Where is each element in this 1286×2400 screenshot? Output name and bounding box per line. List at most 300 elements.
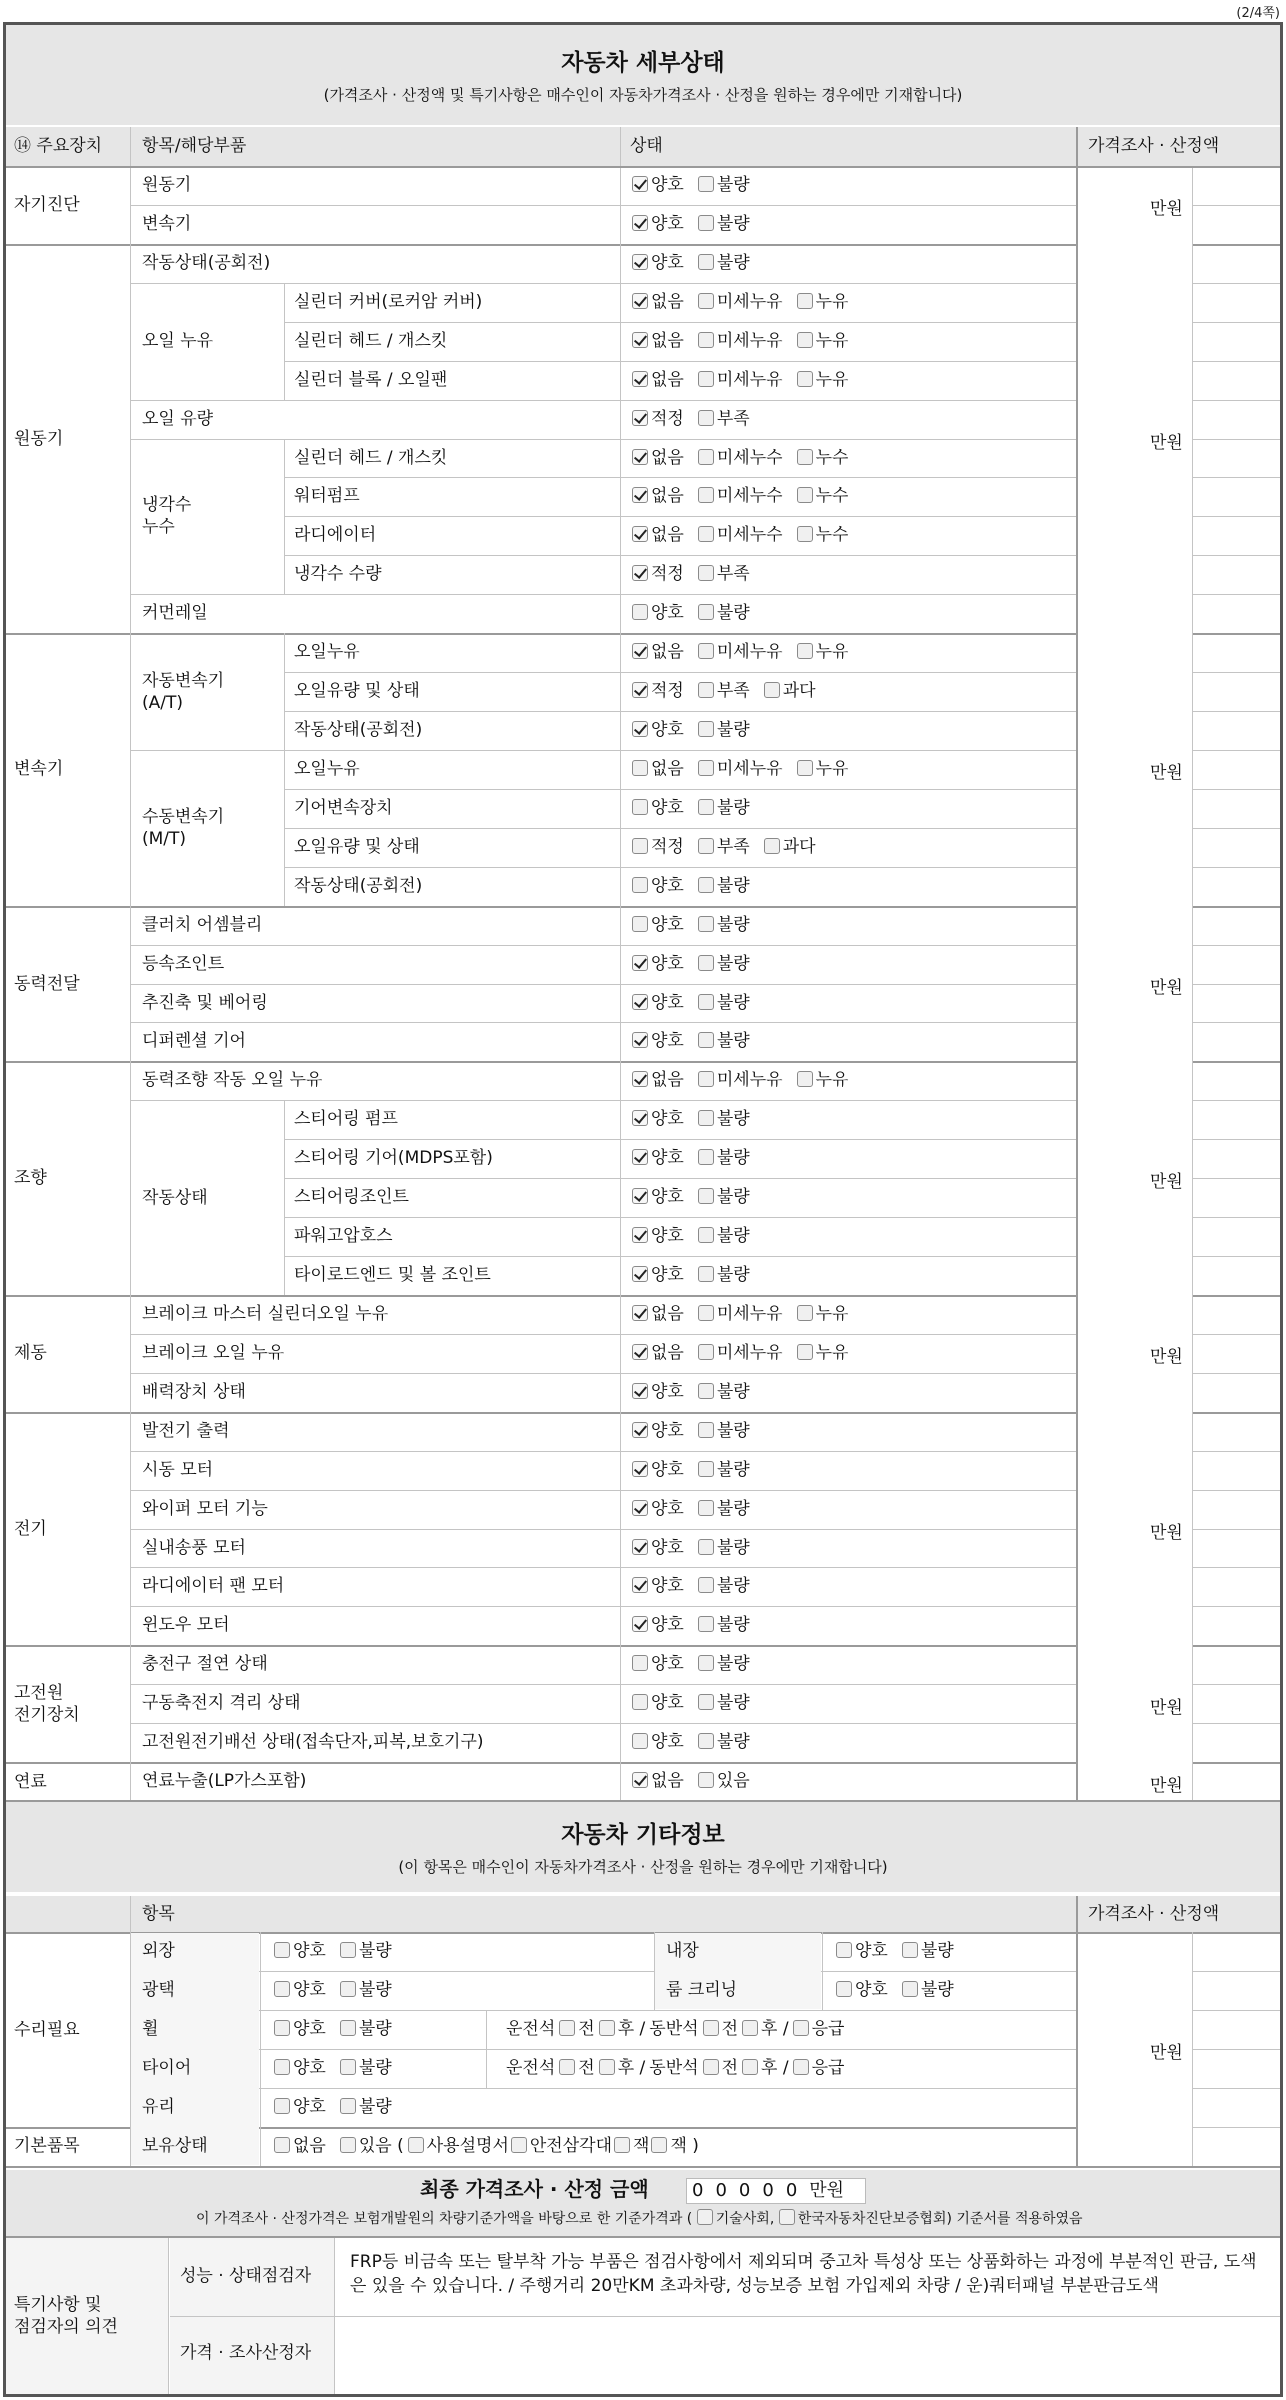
digit: 0 [715,2180,727,2201]
checkbox-unchecked[interactable] [274,2137,290,2153]
status-option[interactable] [698,875,750,897]
status-option-label: 불량 [716,1576,750,1597]
status-option[interactable] [632,836,684,858]
status-option[interactable] [632,1342,684,1364]
checkbox-checked[interactable] [632,1500,648,1516]
status-option[interactable] [632,1186,684,1208]
option-group [836,1940,964,1962]
status-option[interactable] [698,836,750,858]
checkbox-unchecked[interactable] [340,2020,356,2036]
status-option-label: 불량 [716,1381,750,1402]
checkbox-unchecked[interactable] [698,877,714,893]
status-option-label: 미세누유 [716,330,783,351]
status-option[interactable] [698,524,783,546]
row-item-label: 오일누유 [294,642,360,663]
checkbox-checked[interactable] [632,293,648,309]
status-option[interactable] [698,447,783,469]
checkbox-unchecked[interactable] [797,760,813,776]
checkbox-checked[interactable] [632,487,648,503]
page-number: (2/4쪽) [1236,6,1280,21]
status-option[interactable] [632,992,684,1014]
checkbox-checked[interactable] [632,1539,648,1555]
status-option[interactable] [632,797,684,819]
checkbox-unchecked[interactable] [698,1110,714,1126]
checkbox-checked[interactable] [632,1032,648,1048]
status-option[interactable] [632,1108,684,1130]
checkbox-checked[interactable] [632,682,648,698]
checkbox-unchecked[interactable] [836,1942,852,1958]
checkbox-unchecked[interactable] [698,916,714,932]
status-option-label: 불량 [716,992,750,1013]
checkbox-unchecked[interactable] [632,1694,648,1710]
status-option[interactable] [698,1731,750,1753]
checkbox-unchecked[interactable] [599,2059,615,2075]
checkbox-unchecked[interactable] [698,604,714,620]
status-option[interactable] [632,1303,684,1325]
checkbox-unchecked[interactable] [764,682,780,698]
checkbox-unchecked[interactable] [408,2137,424,2153]
status-option[interactable] [698,330,783,352]
checkbox-unchecked[interactable] [698,1500,714,1516]
checkbox-unchecked[interactable] [698,1266,714,1282]
status-option[interactable] [698,291,783,313]
checkbox-checked[interactable] [632,371,648,387]
digit: 0 [762,2180,774,2201]
checkbox-unchecked[interactable] [698,1694,714,1710]
option-label: 불량 [920,1980,954,2000]
checkbox-unchecked[interactable] [698,799,714,815]
row-status-options [632,1575,764,1597]
checkbox-unchecked[interactable] [340,1981,356,1997]
checkbox-unchecked[interactable] [742,2059,758,2075]
checkbox-unchecked[interactable] [797,526,813,542]
checkbox-checked[interactable] [632,215,648,231]
checkbox-unchecked[interactable] [632,877,648,893]
checkbox-unchecked[interactable] [698,526,714,542]
status-option[interactable] [632,719,684,741]
row-item-label: 충전구 절연 상태 [142,1654,268,1675]
checkbox-unchecked[interactable] [797,449,813,465]
status-option[interactable] [698,1537,750,1559]
checkbox-unchecked[interactable] [274,2059,290,2075]
status-option-label: 불량 [716,1654,750,1675]
checkbox-checked[interactable] [632,410,648,426]
checkbox-unchecked[interactable] [902,1942,918,1958]
status-option[interactable] [764,680,816,702]
row-item-label: 원동기 [142,175,192,195]
status-option[interactable] [632,563,684,585]
row-status-options [632,1420,764,1442]
status-option-label: 불량 [716,720,750,741]
section2-header-item: 항목 [142,1904,175,1924]
group-label: 기본품목 [14,2136,80,2156]
status-option[interactable] [698,1420,750,1442]
status-option[interactable] [632,1147,684,1169]
option-label: 불량 [358,2058,392,2078]
status-option[interactable] [698,563,750,585]
status-option-label: 없음 [651,291,684,312]
checkbox-checked[interactable] [632,449,648,465]
status-option-label: 불량 [716,1226,750,1247]
checkbox-unchecked[interactable] [698,721,714,737]
row-status-options [632,291,862,313]
row-status-options [632,1147,764,1169]
status-option[interactable] [698,1303,783,1325]
status-option[interactable] [632,447,684,469]
option-label: 후 / [617,2019,646,2039]
row-status-options [632,330,862,352]
checkbox-unchecked[interactable] [698,1305,714,1321]
checkbox-unchecked[interactable] [511,2137,527,2153]
checkbox-unchecked[interactable] [698,1577,714,1593]
status-option-label: 불량 [716,1615,750,1636]
checkbox-unchecked[interactable] [742,2020,758,2036]
checkbox-unchecked[interactable] [698,1071,714,1087]
status-option-label: 불량 [716,175,750,195]
status-option[interactable] [698,1653,750,1675]
option-label: 불량 [358,2019,392,2039]
checkbox-unchecked[interactable] [340,2098,356,2114]
status-option[interactable] [632,1264,684,1286]
checkbox-checked[interactable] [632,1577,648,1593]
status-option[interactable] [632,641,684,663]
status-option[interactable] [698,369,783,391]
status-option[interactable] [632,680,684,702]
checkbox-unchecked[interactable] [632,1733,648,1749]
status-option[interactable] [698,1264,750,1286]
status-option[interactable] [797,447,849,469]
status-option[interactable] [632,524,684,546]
status-option-label: 미세누유 [716,758,783,779]
checkbox-checked[interactable] [632,254,648,270]
checkbox-checked[interactable] [632,565,648,581]
checkbox-unchecked[interactable] [698,838,714,854]
status-option[interactable] [698,1459,750,1481]
checkbox-unchecked[interactable] [698,760,714,776]
option-label: 잭 [633,2136,650,2156]
row-status-options [632,602,764,624]
row-status-options [632,1225,764,1247]
checkbox-unchecked[interactable] [797,1071,813,1087]
status-option[interactable] [632,485,684,507]
checkbox-unchecked[interactable] [632,1655,648,1671]
checkbox-unchecked[interactable] [614,2137,630,2153]
status-option[interactable] [632,602,684,624]
status-option[interactable] [632,914,684,936]
option-label: 운전석 [506,2058,556,2078]
checkbox-unchecked[interactable] [797,332,813,348]
status-option[interactable] [698,1575,750,1597]
row-status-options [632,1537,764,1559]
checkbox-unchecked[interactable] [698,955,714,971]
checkbox-checked[interactable] [632,1383,648,1399]
checkbox-checked[interactable] [632,1344,648,1360]
status-option[interactable] [698,1381,750,1403]
status-option[interactable] [632,213,684,235]
checkbox-unchecked[interactable] [651,2137,667,2153]
status-option[interactable] [632,1575,684,1597]
status-option[interactable] [632,1381,684,1403]
checkbox[interactable] [697,2209,713,2225]
status-option[interactable] [698,641,783,663]
checkbox-unchecked[interactable] [698,293,714,309]
option-label: 양호 [855,1980,888,2000]
checkbox-unchecked[interactable] [559,2020,575,2036]
status-option-label: 있음 [716,1771,750,1792]
status-option[interactable] [698,719,750,741]
status-option[interactable] [698,1030,750,1052]
status-option[interactable] [698,602,750,624]
checkbox-unchecked[interactable] [274,2098,290,2114]
checkbox-unchecked[interactable] [698,1733,714,1749]
status-option[interactable] [797,369,849,391]
status-option-label: 없음 [651,758,684,779]
status-option[interactable] [797,485,849,507]
row-status-options [632,1770,764,1792]
status-option[interactable] [632,174,684,196]
status-option[interactable] [698,992,750,1014]
checkbox-unchecked[interactable] [599,2020,615,2036]
status-option-label: 누유 [815,291,849,312]
status-option-label: 없음 [651,486,684,507]
status-option[interactable] [698,914,750,936]
status-option[interactable] [632,875,684,897]
group-price-unit: 만원 [1150,977,1183,998]
checkbox-unchecked[interactable] [698,1149,714,1165]
status-option[interactable] [698,1186,750,1208]
checkbox-unchecked[interactable] [698,215,714,231]
row-status-options [632,1498,764,1520]
status-option[interactable] [698,485,783,507]
status-option[interactable] [632,408,684,430]
status-option[interactable] [698,408,750,430]
status-option[interactable] [698,174,750,196]
remarks-label: 특기사항 및 점검자의 의견 [14,2295,118,2337]
status-option[interactable] [698,1069,783,1091]
status-option[interactable] [797,524,849,546]
status-option[interactable] [632,1653,684,1675]
checkbox-unchecked[interactable] [698,1655,714,1671]
checkbox-checked[interactable] [632,1266,648,1282]
status-option[interactable] [632,758,684,780]
checkbox-unchecked[interactable] [703,2059,719,2075]
checkbox-unchecked[interactable] [797,371,813,387]
status-option[interactable] [632,1459,684,1481]
checkbox-unchecked[interactable] [793,2059,809,2075]
checkbox-checked[interactable] [632,994,648,1010]
checkbox-checked[interactable] [632,1110,648,1126]
status-option[interactable] [698,680,750,702]
checkbox-unchecked[interactable] [340,2137,356,2153]
checkbox-unchecked[interactable] [698,1227,714,1243]
status-option-label: 없음 [651,1070,684,1091]
option-group [274,2018,402,2040]
status-option[interactable] [632,330,684,352]
checkbox-checked[interactable] [632,1305,648,1321]
status-option-label: 불량 [716,1109,750,1130]
status-option[interactable] [632,1770,684,1792]
checkbox-unchecked[interactable] [698,1032,714,1048]
status-option[interactable] [698,797,750,819]
status-option[interactable] [797,641,849,663]
checkbox-unchecked[interactable] [797,643,813,659]
checkbox-unchecked[interactable] [698,1188,714,1204]
status-option[interactable] [632,953,684,975]
checkbox-unchecked[interactable] [698,1772,714,1788]
checkbox-unchecked[interactable] [698,682,714,698]
checkbox-unchecked[interactable] [793,2020,809,2036]
status-option[interactable] [797,1342,849,1364]
checkbox-unchecked[interactable] [698,565,714,581]
status-option[interactable] [797,291,849,313]
status-option[interactable] [632,1420,684,1442]
checkbox-checked[interactable] [632,1616,648,1632]
status-option[interactable] [698,1108,750,1130]
status-option[interactable] [698,1147,750,1169]
checkbox-unchecked[interactable] [698,176,714,192]
checkbox-unchecked[interactable] [797,1305,813,1321]
checkbox-unchecked[interactable] [698,643,714,659]
status-option[interactable] [698,1614,750,1636]
checkbox-unchecked[interactable] [698,1344,714,1360]
status-option[interactable] [632,1030,684,1052]
status-option[interactable] [632,291,684,313]
checkbox-unchecked[interactable] [764,838,780,854]
status-option[interactable] [698,1692,750,1714]
row-status-options [632,1459,764,1481]
checkbox-unchecked[interactable] [632,916,648,932]
checkbox-unchecked[interactable] [703,2020,719,2036]
checkbox-checked[interactable] [632,643,648,659]
status-option-label: 없음 [651,1303,684,1324]
option-label: 없음 [293,2136,326,2156]
checkbox-unchecked[interactable] [698,487,714,503]
checkbox-unchecked[interactable] [559,2059,575,2075]
row-item-label: 시동 모터 [142,1459,214,1480]
status-option[interactable] [797,1069,849,1091]
checkbox-checked[interactable] [632,1149,648,1165]
checkbox-checked[interactable] [632,721,648,737]
checkbox-checked[interactable] [632,1071,648,1087]
checkbox-unchecked[interactable] [902,1981,918,1997]
checkbox-unchecked[interactable] [836,1981,852,1997]
checkbox-unchecked[interactable] [698,410,714,426]
checkbox-unchecked[interactable] [698,449,714,465]
status-option[interactable] [698,1225,750,1247]
status-option[interactable] [797,330,849,352]
checkbox-checked[interactable] [632,1422,648,1438]
row-item-label: 작동상태(공회전) [294,875,423,896]
checkbox-checked[interactable] [632,955,648,971]
checkbox-unchecked[interactable] [698,254,714,270]
status-option[interactable] [797,1303,849,1325]
status-option[interactable] [632,252,684,274]
checkbox-unchecked[interactable] [797,293,813,309]
status-option[interactable] [698,1770,750,1792]
row-item-label: 배력장치 상태 [142,1381,246,1402]
status-option-label: 과다 [782,836,816,857]
checkbox-checked[interactable] [632,332,648,348]
checkbox-unchecked[interactable] [632,838,648,854]
checkbox-unchecked[interactable] [632,799,648,815]
row-status-options [632,953,764,975]
checkbox-checked[interactable] [632,1461,648,1477]
status-option[interactable] [632,369,684,391]
checkbox-unchecked[interactable] [698,1422,714,1438]
appraiser-label: 가격 · 조사산정자 [180,2343,312,2363]
option-label: 불량 [358,1941,392,1961]
status-option-label: 양호 [651,1732,684,1753]
checkbox-unchecked[interactable] [274,2020,290,2036]
checkbox-unchecked[interactable] [698,1383,714,1399]
checkbox-unchecked[interactable] [698,371,714,387]
status-option[interactable] [698,758,783,780]
status-option[interactable] [632,1614,684,1636]
checkbox[interactable] [779,2209,795,2225]
status-option[interactable] [698,1342,783,1364]
row-item-label: 스티어링 펌프 [294,1109,398,1130]
status-option[interactable] [698,252,750,274]
status-option[interactable] [632,1069,684,1091]
checkbox-unchecked[interactable] [698,1461,714,1477]
checkbox-unchecked[interactable] [698,1539,714,1555]
checkbox-unchecked[interactable] [797,487,813,503]
checkbox-unchecked[interactable] [797,1344,813,1360]
group-price-unit: 만원 [1150,1697,1183,1718]
option-label: 사용설명서 [426,2136,509,2156]
row-label: 광택 [142,1980,175,2000]
checkbox-unchecked[interactable] [698,332,714,348]
status-option[interactable] [632,1225,684,1247]
status-option[interactable] [698,1498,750,1520]
status-option[interactable] [698,213,750,235]
checkbox-unchecked[interactable] [340,1942,356,1958]
status-option-label: 부족 [716,564,750,585]
status-option[interactable] [632,1731,684,1753]
checkbox-checked[interactable] [632,526,648,542]
status-option[interactable] [797,758,849,780]
checkbox-checked[interactable] [632,1227,648,1243]
header-main-device: ⑭ 주요장치 [14,136,103,156]
checkbox-checked[interactable] [632,176,648,192]
checkbox-unchecked[interactable] [274,1942,290,1958]
checkbox-checked[interactable] [632,1188,648,1204]
status-option-label: 부족 [716,408,750,429]
checkbox-unchecked[interactable] [632,760,648,776]
group-label: 조향 [14,1168,47,1189]
status-option[interactable] [632,1692,684,1714]
status-option[interactable] [632,1537,684,1559]
status-option-label: 불량 [716,1148,750,1169]
row-status-options [632,1731,764,1753]
status-option-label: 누유 [815,1303,849,1324]
section2-subtitle: (이 항목은 매수인이 자동차가격조사 · 산정을 원하는 경우에만 기재합니다) [398,1858,888,1876]
status-option[interactable] [764,836,816,858]
checkbox-unchecked[interactable] [340,2059,356,2075]
checkbox-unchecked[interactable] [274,1981,290,1997]
checkbox-unchecked[interactable] [698,994,714,1010]
subgroup-label: 수동변속기 (M/T) [142,806,225,849]
checkbox-unchecked[interactable] [632,604,648,620]
checkbox-unchecked[interactable] [698,1616,714,1632]
status-option[interactable] [632,1498,684,1520]
group-price-unit: 만원 [1150,1522,1183,1543]
row-item-label: 스티어링 기어(MDPS포함) [294,1148,493,1169]
group-price-unit: 만원 [1150,1775,1183,1796]
row-status-options [632,1614,764,1636]
status-option[interactable] [698,953,750,975]
checkbox-checked[interactable] [632,1772,648,1788]
